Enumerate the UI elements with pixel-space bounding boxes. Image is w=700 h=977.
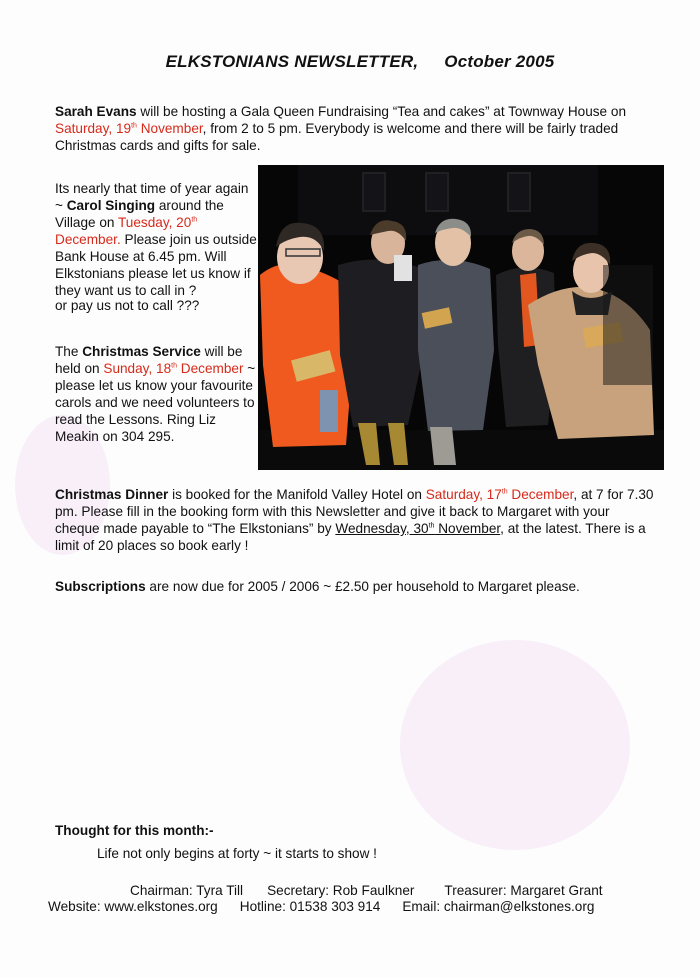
- newsletter-title: [0, 53, 700, 70]
- thought-heading: Thought for this month:-: [55, 823, 214, 838]
- footer-contacts: [48, 898, 594, 915]
- carol-singing-paragraph: Its nearly that time of year again ~ Carol Singing around the Village on Tuesday, 20th December. Please join us outside Bank House at 6.45 pm. Will Elkstonians please let us know if they want us to call in ?: [55, 181, 257, 298]
- footer-officers: [130, 882, 603, 899]
- footer-website: Website: www.elkstones.org: [48, 899, 218, 914]
- christmas-service-heading: Christmas Service: [82, 344, 201, 359]
- sarah-date: Saturday, 19th November: [55, 121, 203, 136]
- booking-deadline: Wednesday, 30th November: [335, 521, 501, 536]
- paper-smudge: [400, 640, 630, 850]
- carol-singers-photo: [258, 165, 664, 470]
- footer-treasurer: Treasurer: Margaret Grant: [444, 883, 603, 898]
- service-date: Sunday, 18th December: [103, 361, 244, 376]
- sarah-evans-paragraph: Sarah Evans will be hosting a Gala Queen Fundraising “Tea and cakes” at Townway House on Saturday, 19th November, from 2 to 5 pm. Everybody is welcome and there will be fairly traded Christmas cards and gifts for sale.: [55, 104, 627, 153]
- subscriptions-paragraph: Subscriptions are now due for 2005 / 2006 ~ £2.50 per household to Margaret please.: [55, 579, 580, 594]
- sarah-name: Sarah Evans: [55, 104, 137, 119]
- dinner-date: Saturday, 17th December: [425, 487, 574, 502]
- footer-chairman: Chairman: Tyra Till: [130, 883, 244, 898]
- carol-date: Tuesday, 20th December.: [55, 215, 198, 247]
- christmas-dinner-heading: Christmas Dinner: [55, 487, 169, 502]
- christmas-service-paragraph: The Christmas Service will be held on Sunday, 18th December ~ please let us know your favourite carols and we need volunteers to read the Lessons. Ring Liz Meakin on 304 295.: [55, 344, 256, 444]
- subscriptions-heading: Subscriptions: [55, 579, 146, 594]
- footer-secretary: Secretary: Rob Faulkner: [267, 883, 415, 898]
- title-left: ELKSTONIANS NEWSLETTER,: [165, 52, 419, 71]
- carol-singers-illustration: [258, 165, 664, 470]
- carol-pay-line: or pay us not to call ???: [55, 298, 200, 313]
- footer-email: Email: chairman@elkstones.org: [402, 899, 595, 914]
- title-right: October 2005: [444, 52, 555, 71]
- christmas-dinner-paragraph: Christmas Dinner is booked for the Manifold Valley Hotel on Saturday, 17th December, at 7 for 7.30 pm. Please fill in the booking form with this Newsletter and give it back to Margaret with your cheque made payable to “The Elkstonians” by Wednesday, 30th November, at the latest. There is a limit of 20 places so book early !: [55, 487, 654, 553]
- footer-hotline: Hotline: 01538 303 914: [239, 899, 381, 914]
- carol-singing-heading: Carol Singing: [66, 198, 156, 213]
- thought-body: Life not only begins at forty ~ it starts to show !: [97, 846, 377, 861]
